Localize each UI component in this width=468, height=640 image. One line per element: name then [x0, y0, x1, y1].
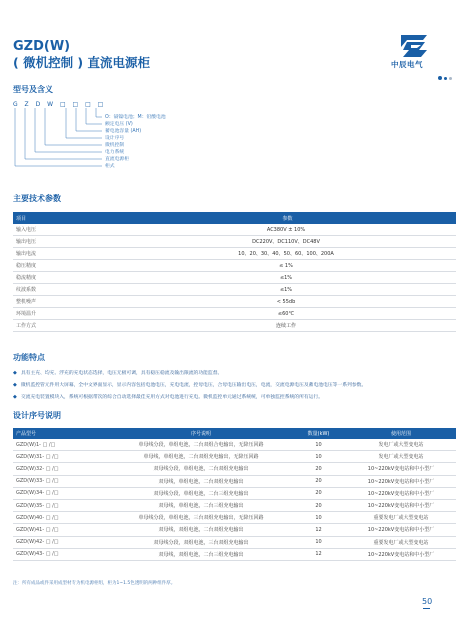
table-cell: 10~220kV变电站和中小型厂	[346, 499, 456, 511]
legend-item: 额定电压 (V)	[105, 122, 133, 127]
table-row	[13, 499, 456, 511]
table-cell: GZD(W)33- □ /□	[13, 475, 111, 487]
table-row	[13, 475, 456, 487]
table-row	[13, 320, 456, 332]
feature-item	[13, 369, 222, 376]
table-cell: 20	[291, 475, 346, 487]
table-row	[13, 260, 456, 272]
table-cell: AC380V ± 10%	[116, 224, 456, 236]
legend-item: 电力系统	[105, 150, 125, 155]
table-row	[13, 451, 456, 463]
legend-item: 微机控制	[105, 143, 125, 148]
table-cell: GZD(W)42- □ /□	[13, 536, 111, 548]
company-logo-text: 中辰电气	[391, 60, 423, 69]
table-cell: 20	[291, 487, 346, 499]
page-number-underline	[423, 608, 430, 609]
table-cell: ≤ 1%	[116, 260, 456, 272]
table-row	[13, 248, 456, 260]
table-cell: 重要发电厂或大型变电站	[346, 512, 456, 524]
table-cell: ≤1%	[116, 272, 456, 284]
table-cell: GZD(W)31- □ /□	[13, 451, 111, 463]
model-legend	[105, 114, 166, 170]
table-cell: 10	[291, 536, 346, 548]
table-cell: 发电厂或大型变电站	[346, 439, 456, 451]
table-header: 参数	[116, 212, 456, 224]
table-cell: ≤60℃	[116, 308, 456, 320]
table-cell: GZD(W)41- □ /□	[13, 524, 111, 536]
table-cell: 输出电流	[13, 248, 116, 260]
table-header-row	[13, 212, 456, 224]
table-cell: GZD(W)35- □ /□	[13, 499, 111, 511]
legend-item: 设计序号	[105, 136, 125, 141]
table-header: 产品型号	[13, 428, 111, 439]
legend-item: O：镉镍电池；M：铅酸电池	[105, 115, 166, 120]
tech-params-table	[13, 212, 456, 332]
table-header: 序号说明	[111, 428, 291, 439]
table-cell: 10~220kV变电站和中小型厂	[346, 475, 456, 487]
table-cell: 10~220kV变电站和中小型厂	[346, 524, 456, 536]
page-title-line1: GZD(W)	[13, 39, 71, 54]
table-cell: 10	[291, 451, 346, 463]
table-row	[13, 296, 456, 308]
table-cell: DC220V、DC110V、DC48V	[116, 236, 456, 248]
table-row	[13, 487, 456, 499]
table-cell: 双母线，双组电池，二台三组充电输出	[111, 548, 291, 560]
feature-item	[13, 393, 323, 400]
table-cell: 稳流精度	[13, 272, 116, 284]
bullet-icon: ◆	[13, 382, 17, 388]
table-cell: 环境温升	[13, 308, 116, 320]
table-cell: 输出电压	[13, 236, 116, 248]
table-header-row	[13, 428, 456, 439]
table-cell: ≤1%	[116, 284, 456, 296]
table-cell: 双母线，单组电池，二台双组充电输出	[111, 475, 291, 487]
table-cell: 10	[291, 439, 346, 451]
table-row	[13, 548, 456, 560]
table-cell: 双母线分段，双组电池，三台双组充电输出	[111, 536, 291, 548]
table-row	[13, 536, 456, 548]
legend-item: 柜式	[105, 164, 115, 169]
features-section-heading: 功能特点	[13, 353, 45, 362]
table-cell: 连续工作	[116, 320, 456, 332]
design-serial-table	[13, 428, 456, 561]
bullet-icon: ◆	[13, 394, 17, 400]
table-cell: GZD(W)34- □ /□	[13, 487, 111, 499]
model-code: G Z D W □ □ □ □	[13, 101, 106, 108]
table-cell: 整机噪声	[13, 296, 116, 308]
table-row	[13, 284, 456, 296]
table-cell: 单母线分段，单组电池，三台双组充电输出，无降压回路	[111, 512, 291, 524]
table-cell: 双母线，双组电池，二台双组充电输出	[111, 524, 291, 536]
table-cell: 20	[291, 463, 346, 475]
table-cell: GZD(W)32- □ /□	[13, 463, 111, 475]
table-row	[13, 512, 456, 524]
table-row	[13, 524, 456, 536]
legend-item: 蓄电池容量 (AH)	[105, 129, 142, 134]
table-row	[13, 224, 456, 236]
table-cell: 12	[291, 548, 346, 560]
table-cell: 重要发电厂或大型变电站	[346, 536, 456, 548]
table-cell: 单母线，单组电池，二台双组充电输出，无降压回路	[111, 451, 291, 463]
table-cell: GZD(W)1- □ /□	[13, 439, 111, 451]
table-note: 注：所有成品或件采用成型材专为机电源柜组，柜为1~1.5色透明的两种组件厚。	[13, 581, 176, 586]
table-row	[13, 236, 456, 248]
feature-text: 具有主充、均充、浮充的充电状态选择，电压无极可调，具有稳压稳流及输出限流的功能监督。	[20, 371, 223, 376]
table-row	[13, 439, 456, 451]
table-cell: 10~220kV变电站和中小型厂	[346, 487, 456, 499]
table-row	[13, 272, 456, 284]
table-cell: 双母线，单组电池，二台三组充电输出	[111, 499, 291, 511]
model-section-heading: 型号及含义	[13, 85, 53, 94]
table-header: 使用范围	[346, 428, 456, 439]
table-cell: GZD(W)40- □ /□	[13, 512, 111, 524]
bullet-icon: ◆	[13, 370, 17, 376]
table-cell: < 55db	[116, 296, 456, 308]
table-header: 数量(kW)	[291, 428, 346, 439]
table-cell: 20	[291, 499, 346, 511]
table-cell: 输入电压	[13, 224, 116, 236]
table-header: 项目	[13, 212, 116, 224]
table-cell: 纹波系数	[13, 284, 116, 296]
feature-text: 交流充电装置模块入，系统可根据带次的综合自动选择最佳充用方式对电池进行充电。微机监控单元通过系统统，可单独监控系统的所有运行。	[20, 395, 324, 400]
table-row	[13, 308, 456, 320]
table-cell: 10~220kV变电站和中小型厂	[346, 548, 456, 560]
table-cell: 单母线分段，单组电池，二台双组合电输出，无降压回路	[111, 439, 291, 451]
table-cell: 发电厂或大型变电站	[346, 451, 456, 463]
model-legend-lines	[0, 0, 468, 200]
table-cell: GZD(W)43- □ /□	[13, 548, 111, 560]
table-cell: 双母线分段，单组电池，二台双组充电输出	[111, 463, 291, 475]
legend-item: 直流电源柜	[105, 157, 129, 162]
table-cell: 工作方式	[13, 320, 116, 332]
table-cell: 10、20、30、40、50、60、100、200A	[116, 248, 456, 260]
table-cell: 双母线分段，单组电池，二台三组充电输出	[111, 487, 291, 499]
table-cell: 12	[291, 524, 346, 536]
table-cell: 10	[291, 512, 346, 524]
table-cell: 10~220kV变电站和中小型厂	[346, 463, 456, 475]
feature-item	[13, 381, 366, 388]
table-row	[13, 463, 456, 475]
page-title-line2: ( 微机控制 ) 直流电源柜	[13, 55, 150, 70]
feature-text: 微机监控管元件用大屏幕，全中文界面显示，显示内容包括电池电压，充电电流，控母电压，合母电压输出电压，电流，交流电源电压及蓄电池电压等一系列参数。	[20, 383, 367, 388]
tech-section-heading: 主要技术参数	[13, 194, 61, 203]
design-section-heading: 设计序号说明	[13, 411, 61, 420]
page-number: 50	[422, 597, 433, 606]
table-cell: 稳压精度	[13, 260, 116, 272]
